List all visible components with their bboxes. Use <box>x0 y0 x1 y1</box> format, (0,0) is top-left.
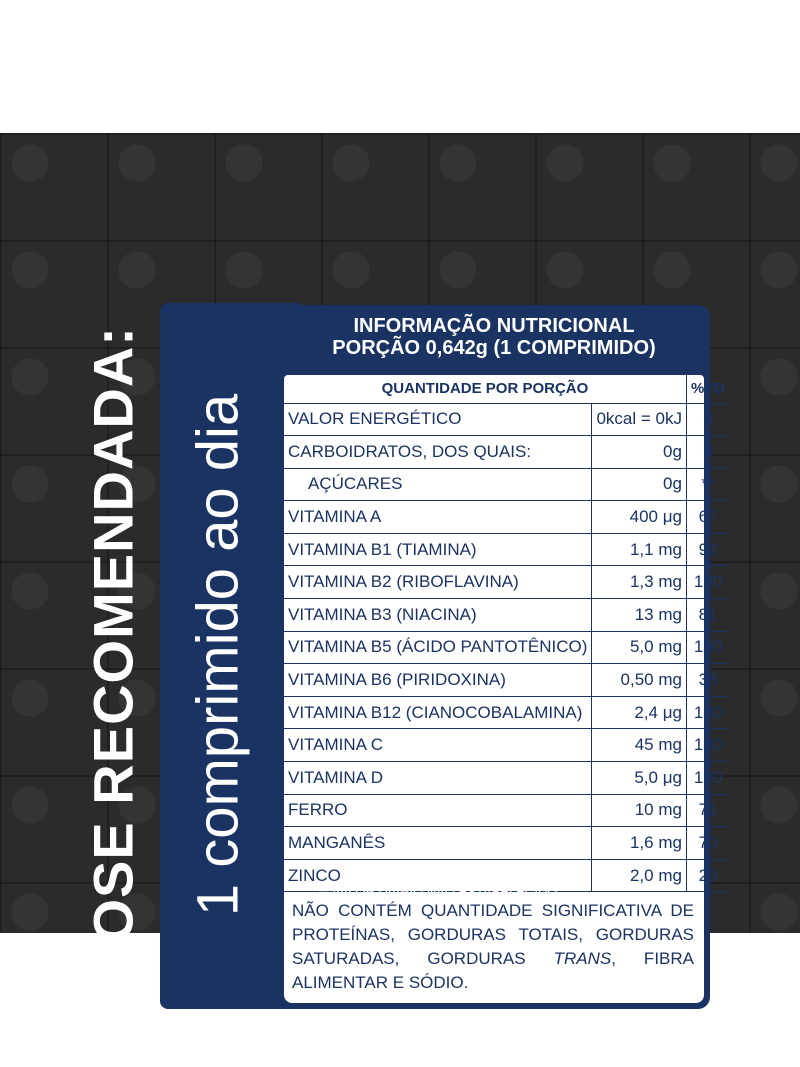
nutrient-amount: 0g <box>592 436 687 469</box>
dose-label: DOSE RECOMENDADA: <box>81 326 145 984</box>
nutrient-amount: 2,4 μg <box>592 696 687 729</box>
dose-value: 1 comprimido ao dia <box>185 393 251 917</box>
header-quantity: QUANTIDADE POR PORÇÃO <box>284 375 686 403</box>
table-row <box>284 762 729 795</box>
nutrient-name: VITAMINA B6 (PIRIDOXINA) <box>284 664 592 697</box>
nutrition-title <box>278 315 710 359</box>
note-text-trans: TRANS <box>553 949 612 968</box>
table-row <box>284 436 729 469</box>
nutrient-amount: 0,50 mg <box>592 664 687 697</box>
nutrient-amount: 1,6 mg <box>592 827 687 860</box>
nutrient-amount: 0g <box>592 468 687 501</box>
nutrient-name: VITAMINA C <box>284 729 592 762</box>
nutrition-card <box>278 305 726 1009</box>
nutrient-name: AÇÚCARES <box>284 468 592 501</box>
nutrient-name: VITAMINA B1 (TIAMINA) <box>284 533 592 566</box>
nutrient-amount: 45 mg <box>592 729 687 762</box>
header-vd: %VD <box>686 375 729 403</box>
nutrient-vd: 38 <box>686 664 729 697</box>
nutrient-vd: 71 <box>686 794 729 827</box>
nutrient-name: MANGANÊS <box>284 827 592 860</box>
nutrient-vd: 100 <box>686 696 729 729</box>
nutrient-name: FERRO <box>284 794 592 827</box>
nutrient-name: CARBOIDRATOS, DOS QUAIS: <box>284 436 592 469</box>
table-row <box>284 729 729 762</box>
nutrient-vd: 92 <box>686 533 729 566</box>
nutrient-name: VITAMINA B3 (NIACINA) <box>284 599 592 632</box>
nutrient-amount: 2,0 mg <box>592 859 687 892</box>
nutrient-vd: 29 <box>686 859 729 892</box>
background-panel <box>0 133 800 992</box>
nutrient-vd: 100 <box>686 762 729 795</box>
nutrient-amount: 1,3 mg <box>592 566 687 599</box>
nutrient-vd: 100 <box>686 729 729 762</box>
nutrient-name: ZINCO <box>284 859 592 892</box>
nutrient-amount: 400 μg <box>592 501 687 534</box>
nutrient-amount: 10 mg <box>592 794 687 827</box>
nutrient-amount: 1,1 mg <box>592 533 687 566</box>
footnote: ** VALOR DIÁRIO NÃO ESTABELECIDO. <box>318 884 561 899</box>
table-row <box>284 599 729 632</box>
nutrition-title-line1: INFORMAÇÃO NUTRICIONAL <box>353 315 635 337</box>
nutrition-table <box>284 375 729 892</box>
table-row <box>284 533 729 566</box>
table-row <box>284 566 729 599</box>
nutrient-vd: 0 <box>686 403 729 436</box>
nutrient-vd: 0 <box>686 436 729 469</box>
nutrition-note <box>292 899 694 995</box>
nutrient-name: VITAMINA D <box>284 762 592 795</box>
note-text-2: , FIBRA ALIMENTAR E SÓDIO. <box>292 949 694 992</box>
table-header-row <box>284 375 729 403</box>
nutrient-vd: 67 <box>686 501 729 534</box>
nutrient-amount: 0kcal = 0kJ <box>592 403 687 436</box>
nutrient-name: VITAMINA B12 (CIANOCOBALAMINA) <box>284 696 592 729</box>
nutrient-name: VALOR ENERGÉTICO <box>284 403 592 436</box>
nutrient-name: VITAMINA B5 (ÁCIDO PANTOTÊNICO) <box>284 631 592 664</box>
nutrient-amount: 5,0 mg <box>592 631 687 664</box>
table-row <box>284 403 729 436</box>
table-row <box>284 501 729 534</box>
note-text-1: NÃO CONTÉM QUANTIDADE SIGNIFICATIVA DE PROTEÍNAS, GORDURAS TOTAIS, GORDURAS SATURADAS, GORDURAS <box>292 901 694 968</box>
nutrient-amount: 13 mg <box>592 599 687 632</box>
table-row <box>284 794 729 827</box>
nutrient-vd: 100 <box>686 631 729 664</box>
table-row <box>284 631 729 664</box>
nutrient-name: VITAMINA A <box>284 501 592 534</box>
nutrient-name: VITAMINA B2 (RIBOFLAVINA) <box>284 566 592 599</box>
nutrition-table-box <box>284 375 726 1003</box>
nutrient-vd: 81 <box>686 599 729 632</box>
nutrient-vd: 100 <box>686 566 729 599</box>
nutrient-amount: 5,0 μg <box>592 762 687 795</box>
nutrition-title-line2: PORÇÃO 0,642g (1 COMPRIMIDO) <box>332 337 656 359</box>
table-row <box>284 468 729 501</box>
table-row <box>284 827 729 860</box>
nutrient-vd: 70 <box>686 827 729 860</box>
nutrient-vd: ** <box>686 468 729 501</box>
table-row <box>284 696 729 729</box>
table-row <box>284 664 729 697</box>
